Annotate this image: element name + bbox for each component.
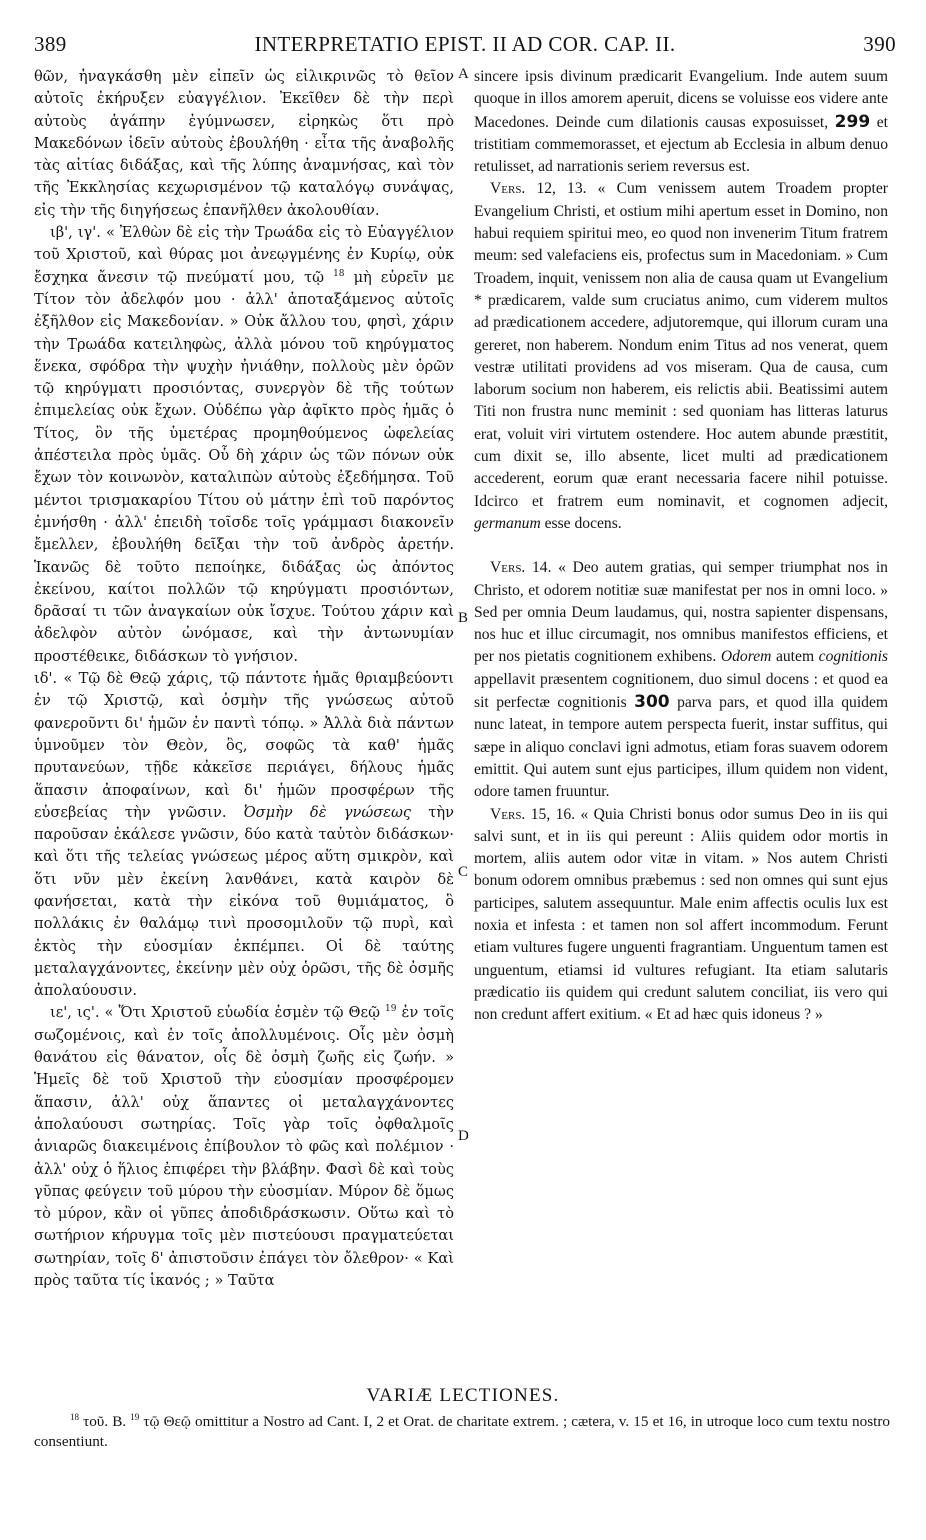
footnote-text-19: τῷ Θεῷ omittitur a Nostro ad Cant. I, 2 et Orat. de charitate extrem. ; cætera, v. 15 et 16, in utroque loco cum textu nostro consentiunt. [34,1413,891,1450]
greek-text: « Ἐλθὼν δὲ εἰς τὴν Τρωάδα εἰς τὸ Εὐαγγέλιον τοῦ Χριστοῦ, καὶ θύρας μοι ἀνεῳγμένης ἐν Κυρίῳ, οὐκ ἔσχηκα ἄνεσιν τῷ πνεύματί μου, τῷ [34,224,454,286]
latin-paragraph-3 [474,557,888,803]
latin-italic-word: cognitionis [818,648,888,666]
page-number-right: 390 [863,32,896,56]
margin-marker-c: C [458,864,469,880]
latin-text: sincere ipsis divinum prædicarit Evangelium. Inde autem suum quoque in illos amorem aperuit, dicens se voluisse eos videre ante Macedones. Deinde cum dilationis causas exposuisset, [474,68,888,131]
paragraph-gap [474,535,888,557]
greek-text: « Ὅτι Χριστοῦ εὐωδία ἐσμὲν τῷ Θεῷ [104,1004,380,1022]
verse-label: Vers. 14. [490,559,552,577]
greek-text: μὴ εὑρεῖν με Τίτον τὸν ἀδελφόν μου · ἀλλ' ἀποταξάμενος αὐτοῖς ἐξῆλθον εἰς Μακεδονίαν. » Οὐκ ἄλλου του, φησὶ, χάριν τὴν Τρωάδα κατειληφὼς, ἀλλὰ μόνου τοῦ κηρύγματος ἕνεκα, σφόδρα τὴν ψυχὴν ἠνιάθην, πολλοὺς μὲν ὁρῶν τῷ κηρύγματι προσιόντας, συνεργὸν δὲ τῆς τούτων ἐπιμελείας οὐκ ἔχων. Οὐδέπω γὰρ ἀφῖκτο πρὸς ἡμᾶς ὁ Τίτος, ὃν τῆς ὑμετέρας προμηθούμενος ὠφελείας ἀπέστειλα πρὸς ὑμᾶς. Οὗ δὴ χάριν ὡς τῶν πόνων οὐκ ἔχων τὸν κοινωνὸν, καταλιπὼν αὐτοὺς ἐξεδήμησα. Τοῦ μέντοι τρισμακαρίου Τίτου οὐ μάτην ἐπὶ τοῦ παρόντος ἐμνήσθη · ἀλλ' ἐπειδὴ τοῖσδε τοῖς γράμμασι διακονεῖν ἔμελλεν, ἐβουλήθη δεῖξαι τὴν τοῦ ἀνδρὸς ἀρετήν. Ἱκανῶς δὲ τοῦτο πεποίηκε, διδάξας ὡς ἀπόντος ἐκείνου, καίτοι πολλῶν τῷ κηρύγματι προσιόντων, δρᾶσαί τι τῶν ἀναγκαίων οὐκ ἴσχυε. Τούτου χάριν καὶ ἀδελφὸν αὐτὸν ὠνόμασε, καὶ τὴν ἀντωνυμίαν προστέθεικε, διδάσκων τὸ γνήσιον. [34,268,455,665]
greek-italic-phrase: Ὀσμὴν δὲ γνώσεως [243,803,412,821]
margin-marker-a: A [458,66,469,82]
latin-text: autem [775,648,815,666]
latin-text: « Deo autem gratias, qui semper triumphat nos in Christo, et odorem notitiæ suæ manifestat per nos in omni loco. » Sed per omnia Deum laudamus, qui, nostra sapienter dispensans, nos huc et illuc circumagit, nos omnibus manifestos efficiens, et per nos pietatis cognitionem exhibens. [474,559,888,666]
latin-paragraph-2 [474,178,888,535]
latin-italic-word: Odorem [720,648,772,666]
verse-label: Vers. 15, 16. [490,805,576,823]
page-number-left: 389 [34,32,67,56]
footnote-number-18: 18 [70,1411,79,1422]
margin-marker-b: B [458,610,469,626]
greek-paragraph-2 [34,222,454,668]
footnote-text-18: τοῦ. B. [83,1413,127,1430]
greek-text: τὴν παροῦσαν ἐκάλεσε γνῶσιν, δύο κατὰ ταὐτὸν διδάσκων· καὶ ὅτι τῆς τελείας γνώσεως μέρος αὕτη σμικρὸν, καὶ ὅτι νῦν μὲν ἐκείνη λανθάνει, κατὰ καιρὸν δὲ φανήσεται, κατὰ τὴν εἰκόνα τοῦ θυμιάματος, ὃ πολλάκις ἐν θαλάμῳ τινὶ προσομιλοῦν τῷ πυρὶ, καὶ ἐκτὸς τὴν εὐοσμίαν ἐκπέμπει. Οἱ δὲ ταύτης μεταλαγχάνοντες, ἐκείνην μὲν οὐχ ὁρῶσι, τῆς δὲ ὀσμῆς ἀπολαύουσιν. [34,803,454,1000]
greek-paragraph-4 [34,1002,454,1292]
verse-label: Vers. 12, 13. [490,180,587,198]
latin-text: appellavit præsentem cognitionem, duo simul docens : et quod ea sit perfectæ cognitionis [474,670,888,712]
footnote-number-19: 19 [130,1411,140,1422]
greek-paragraph-1: θῶν, ἠναγκάσθη μὲν εἰπεῖν ὡς εἰλικρινῶς τὸ θεῖον αὐτοῖς ἐκήρυξεν εὐαγγέλιον. Ἐκεῖθεν δὲ τὴν περὶ αὐτοὺς ἀγάπην ἐγύμνωσεν, εἰρηκὼς ὅτι πρὸ Μακεδόνων ἰδεῖν αὐτοὺς ἐβουλήθη · εἶτα τῆς ἀναβολῆς τὰς αἰτίας διδάξας, καὶ τῆς λύπης ἀναμνήσας, καὶ τὸν τῆς Ἐκκλησίας κεχωρισμένον τῷ καταλόγῳ συνάψας, εἰς τὴν τῆς διηγήσεως ἐπανῆλθεν ἀκολουθίαν. [34,68,454,219]
variant-notes [34,1412,890,1452]
latin-paragraph-4 [474,804,888,1027]
column-number-300: 300 [634,692,670,713]
latin-text: esse docens. [544,514,622,532]
greek-column [34,66,454,1292]
verse-label: ιβ', ιγ'. [50,224,101,242]
variae-lectiones-heading: VARIÆ LECTIONES. [366,1385,560,1406]
verse-label: ιε', ις'. [50,1004,100,1022]
latin-text: et tristitiam commemorasset, et ejectum ab Ecclesia in album denuo retulisset, ad narrationis seriem reversus est. [474,113,888,176]
page-header [34,28,896,62]
latin-text: « Quia Christi bonus odor sumus Deo in iis qui salvi sunt, et in iis qui pereunt : Aliis quidem odor mortis in mortem, aliis autem odor vitæ in vitam. » Nos autem Christi bonum odorem omnibus præbemus : sed non omnes qui sunt ejus participes, salutem assequuntur. Male enim affectis oculis lux est noxia et infesta : et tamen non sol affert incommodum. Ferunt etiam vultures fugere unguenti fragrantiam. Unguentum tamen est unguentum, etiamsi id vultures refugiant. Ita etiam salutaris prædicatio iis quidem qui credunt salutem conciliat, iis vero qui non credunt affert exitium. « Et ad hæc quis idoneus ? » [474,805,888,1024]
greek-paragraph-3 [34,668,454,1002]
verse-label: ιδ'. [34,670,58,688]
latin-italic-word: germanum [474,514,541,532]
latin-column [474,66,888,1026]
greek-text: ἐν τοῖς σωζομένοις, καὶ ἐν τοῖς ἀπολλυμένοις. Οἷς μὲν ὀσμὴ θανάτου εἰς θάνατον, οἷς δὲ ὀσμὴ ζωῆς εἰς ζωήν. » Ἡμεῖς δὲ τοῦ Χριστοῦ τὴν εὐοσμίαν προσφέρομεν ἅπασιν, ἀλλ' οὐχ ἅπαντες οἱ μεταλαγχάνοντες ἀπολαύουσι σωτηρίας. Τοῖς γὰρ τοῖς ὀφθαλμοῖς ἀνιαρῶς διακειμένοις ἐπίβουλον τὸ φῶς καὶ πολέμιον · ἀλλ' οὐχ ὁ ἥλιος ἐπιφέρει τὴν βλάβην. Φασὶ δὲ καὶ τοὺς γῦπας φεύγειν τοῦ μύρου τὴν εὐοσμίαν. Μύρον δὲ ὅμως τὸ μύρον, κἂν οἱ γῦπες ἀποδιδράσκωσιν. Οὕτω καὶ τὸ σωτήριον κήρυγμα τοῖς μὲν πιστεύουσι πραγματεύεται σωτηρίαν, τοῖς δ' ἀπιστοῦσιν ἐπάγει τὸν ὄλεθρον· « Καὶ πρὸς ταῦτα τίς ἱκανός ; » Ταῦτα [34,1004,454,1290]
footnote-ref-19: 19 [385,1004,397,1015]
column-number-299: 299 [834,111,871,132]
latin-paragraph-1 [474,66,888,178]
greek-text: « Τῷ δὲ Θεῷ χάρις, τῷ πάντοτε ἡμᾶς θριαμβεύοντι ἐν τῷ Χριστῷ, καὶ ὀσμὴν τῆς γνώσεως αὐτοῦ φανεροῦντι δι' ἡμῶν ἐν παντὶ τόπῳ. » Ἀλλὰ διὰ πάντων ὑμνοῦμεν τὸν Θεὸν, ὃς, σοφῶς τὰ καθ' ἡμᾶς πρυτανεύων, τῇδε κἀκεῖσε περιάγει, δήλους ἡμᾶς ἅπασιν ἀποφαίνων, καὶ δι' ἡμῶν προσφέρων τῆς εὐσεβείας τὴν γνῶσιν. [34,670,454,821]
footnote-ref-18: 18 [333,268,345,279]
margin-marker-d: D [458,1128,469,1144]
latin-text: parva pars, et quod illa quidem nunc lateat, in tempore autem perspecta fuerit, instar suffitus, qui sæpe in aliquo conclavi igni admotus, etiam foras suavem odorem emittit. Qui autem sunt ejus participes, illum quidem non vident, odore tamen fruuntur. [474,694,889,801]
running-title: INTERPRETATIO EPIST. II AD COR. CAP. II. [254,32,676,56]
latin-text: « Cum venissem autem Troadem propter Evangelium Christi, et ostium mihi apertum esset in Domino, non habui requiem spiritui meo, eo quod non invenerim Titum fratrem meum: sed valefaciens eis, profectus sum in Macedoniam. » Cum Troadem, inquit, venissem non alia de causa quam ut Evangelium * prædicarem, valde sum cruciatus animo, cum viderem multos ad prædicationem accedere, adjutoremque, qui illorum curam una gereret, non haberem. Nondum enim Titus ad nos venerat, quem vestræ utilitati providens ad vos miseram. Qua de causa, cum laborum socium non haberem, eis relictis abii. Beatissimi autem Titi non frustra nunc meminit : sed quoniam has litteras laturus erat, voluit viri virtutem ostendere. Hoc autem abunde præstitit, cum dixit se, illo absente, licet multi ad prædicationem accederent, eorum quæ erant necessaria facere nihil potuisse. Idcirco et fratrem eum nominavit, et cognomen adjecit, [474,180,888,510]
